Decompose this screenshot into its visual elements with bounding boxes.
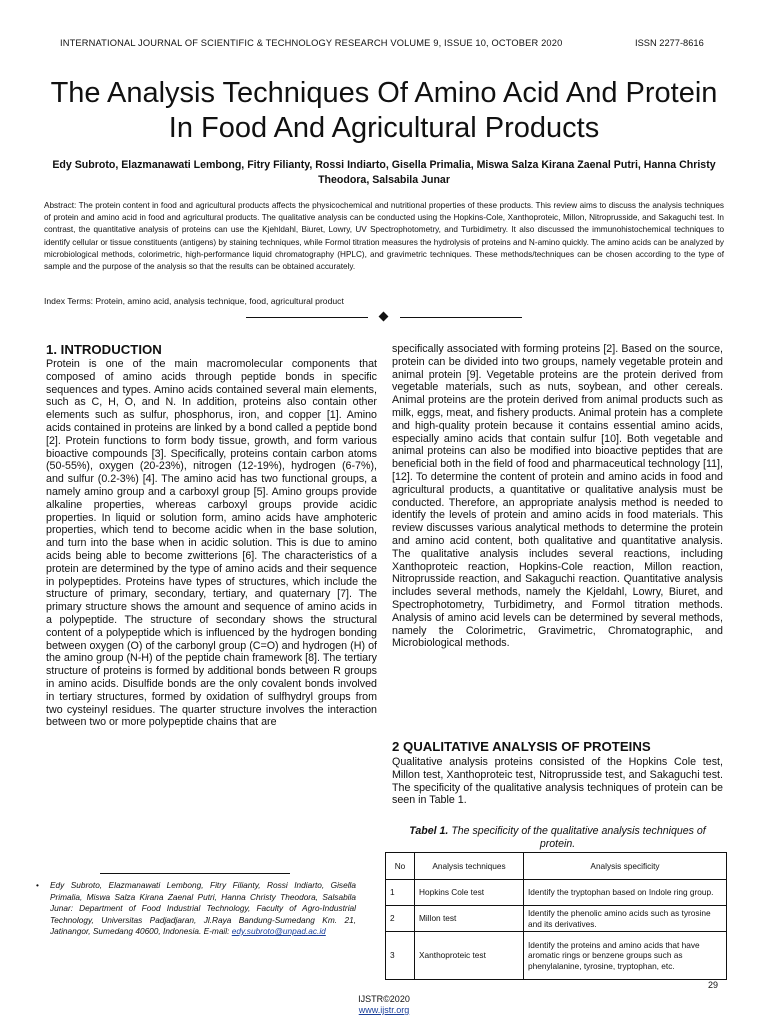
footnote-bullet: • <box>36 880 39 890</box>
section-heading-introduction: 1. INTRODUCTION <box>46 342 162 357</box>
table-row <box>386 906 727 932</box>
journal-header: INTERNATIONAL JOURNAL OF SCIENTIFIC & TECHNOLOGY RESEARCH VOLUME 9, ISSUE 10, OCTOBER 2020 <box>60 38 563 48</box>
table-cell-technique: Hopkins Cole test <box>415 880 524 906</box>
divider-line-left <box>246 317 368 318</box>
table-cell-no: 2 <box>386 906 415 932</box>
table-cell-no: 3 <box>386 932 415 980</box>
introduction-paragraph-continued: specifically associated with forming proteins [2]. Based on the source, protein can be divided into two groups, namely vegetable protein and animal protein [9]. Vegetable proteins are the protein derived from vegetable materials, such as nuts, soybean, and other cereals. Animal proteins are the protein derived from animal products such as milk, eggs, meat, and fishery products. Animal protein has a complete and high-quality protein because it contains essential amino acids, especially amino acids that contain sulfur [10]. Both vegetable and animal proteins can also be modified into bioactive peptides that are beneficial both in the field of food and pharmaceutical technology [11], [12]. To determine the content of protein and amino acids in food and agricultural products, a quantitative or qualitative analysis must be conducted. Therefore, an appropriate analysis method is needed to identify the levels of protein and amino acids in food materials. This review discusses various analytical methods to determine the protein and amino acid content, both qualitative and quantitative analysis. The qualitative analysis includes several reactions, including Xanthoproteic reaction, Hopkins-Cole reaction, Millon reaction, Nitroprusside reaction, and Sakaguchi reaction. Quantitative analysis includes several methods, namely the Kjeldahl, Lowry, Biuret, and Spectrophotometry, Turbidimetry, and Formol titration methods. Analysis of amino acid levels can be determined by several methods, namely the Colorimetric, Gravimetric, Chromatographic, and Microbiological methods. <box>392 343 723 650</box>
abstract: Abstract: The protein content in food and agricultural products affects the physicochemical and nutritional properties of these products. This review aims to discuss the analysis techniques of protein and amino acid in food and agricultural products. The qualitative analysis can be conducted using the Hopkins-Cole, Xanthoproteic, Millon, Nitroprusside, and Sakaguchi test. In contrast, the quantitative analysis of proteins can use the Kjehldahl, Biuret, Lowry, UV Spectrophotometry, and Turbidimetry. It also discussed the immunohistochemical techniques to identify cellular or tissue constituents (antigens) by staining techniques, while Formol titration measures the hydrolysis of proteins and N-amino quickly. The amino acids can be analyzed by microbiological methods, colorimetric, high-performance liquid chromatography (HPLC), and gravimetric techniques. These methods/techniques can be chosen according to the type of sample and the purpose of the analysis so that the results can be obtained accurately. <box>44 201 724 272</box>
issn-label: ISSN 2277-8616 <box>635 38 704 48</box>
table-cell-specificity: Identify the tryptophan based on Indole ring group. <box>524 880 727 906</box>
footer-website-link[interactable]: www.ijstr.org <box>358 1005 410 1015</box>
table-row <box>386 880 727 906</box>
introduction-right-column <box>392 343 723 650</box>
footer-copyright: IJSTR©2020 <box>358 994 410 1004</box>
table-header-no: No <box>386 853 415 880</box>
table-cell-no: 1 <box>386 880 415 906</box>
qualitative-analysis-paragraph: Qualitative analysis proteins consisted of the Hopkins Cole test, Millon test, Xanthoproteic test, Nitroprusside test, and Sakaguchi test. The specificity of the qualitative analysis techniques of protein can be seen in Table 1. <box>392 756 723 807</box>
author-affiliation-footnote <box>36 880 356 938</box>
table-header-specificity: Analysis specificity <box>524 853 727 880</box>
paper-title: The Analysis Techniques Of Amino Acid And Protein In Food And Agricultural Products <box>50 77 718 144</box>
footnote-text: Edy Subroto, Elazmanawati Lembong, Fitry Filianty, Rossi Indiarto, Gisella Primalia, Miswa Salza Kirana Zaenal Putri, Hanna Christy Theodora, Salsabila Junar: Department of Food Industrial Technology, Faculty of Agro-Industrial Technology, Universitas Padjadjaran, Jl.Raya Bandung-Sumedang Km. 21, Jatinangor, Sumedang 40600, Indonesia. E-mail: <box>50 880 356 936</box>
introduction-paragraph: Protein is one of the main macromolecular components that composed of amino acids through peptide bonds in specific sequences and types. Amino acids contained several main elements, such as C, H, O, and N. In addition, proteins also contain other elements such as sulfur, phosphorus, iron, and copper [1]. Amino acids contained in proteins are linked by a bond called a peptide bond [2]. Protein functions to form body tissue, growth, and form various bioactive compounds [3]. Specifically, proteins contain carbon atoms (50-55%), oxygen (20-23%), nitrogen (12-19%), hydrogen (6-7%), and sulfur (0.2-3%) [4]. The amino acid has two functional groups, a namely amino group and a carboxyl group [5]. Amino groups provide alkaline properties, whereas carboxyl groups provide acidic properties. In liquid or solution form, amino acids have amphoteric properties, which tend to become acidic when in the base solution, and turn into the base when in acidic solution. This is due to amino acids being able to become zwitterions [6]. The characteristics of a protein are determined by the type of amino acids and their sequence in polypeptides. Proteins have types of structures, which include the structure of primary, secondary, tertiary, and quaternary [7]. The primary structure shows the amount and sequence of amino acids in a polypeptide. The structure of secondary shows the structural content of a polypeptide which is influenced by the hydrogen bonding between oxygen (O) of the carbonyl group (C=O) and hydrogen (H) of the amino group (N-H) of the peptide chain framework [8]. The tertiary structure of proteins is formed by additional bonds between R groups in amino acids. Disulfide bonds are the only covalent bonds involved in tertiary structures, formed by oxidation of sulfhydryl groups from two cysteinyl residues. The quarter structure involves the interaction between two or more polypeptide chains that are <box>46 358 377 729</box>
index-terms: Index Terms: Protein, amino acid, analysis technique, food, agricultural product <box>44 296 344 306</box>
table-caption <box>392 825 723 850</box>
divider-line-right <box>400 317 522 318</box>
introduction-left-column <box>46 358 377 729</box>
page-number: 29 <box>708 980 719 990</box>
table-header-row <box>386 853 727 880</box>
author-email-link[interactable]: edy.subroto@unpad.ac.id <box>231 926 326 936</box>
section-divider <box>246 311 522 323</box>
specificity-table <box>385 852 727 980</box>
author-list: Edy Subroto, Elazmanawati Lembong, Fitry Filianty, Rossi Indiarto, Gisella Primalia, Miswa Salza Kirana Zaenal Putri, Hanna Christy Theodora, Salsabila Junar <box>52 159 716 186</box>
diamond-icon <box>379 312 389 322</box>
table-cell-technique: Millon test <box>415 906 524 932</box>
table-cell-specificity: Identify the phenolic amino acids such as tyrosine and its derivatives. <box>524 906 727 932</box>
section-heading-qualitative-analysis: 2 QUALITATIVE ANALYSIS OF PROTEINS <box>392 739 651 754</box>
table-cell-specificity: Identify the proteins and amino acids that have aromatic rings or benzene groups such as phenylalanine, tyrosine, tryptophan, etc. <box>524 932 727 980</box>
footnote-rule <box>100 873 290 874</box>
table-caption-text: The specificity of the qualitative analysis techniques of protein. <box>451 825 706 850</box>
table-header-techniques: Analysis techniques <box>415 853 524 880</box>
table-caption-label: Tabel 1. <box>409 825 449 837</box>
table-row <box>386 932 727 980</box>
table-cell-technique: Xanthoproteic test <box>415 932 524 980</box>
